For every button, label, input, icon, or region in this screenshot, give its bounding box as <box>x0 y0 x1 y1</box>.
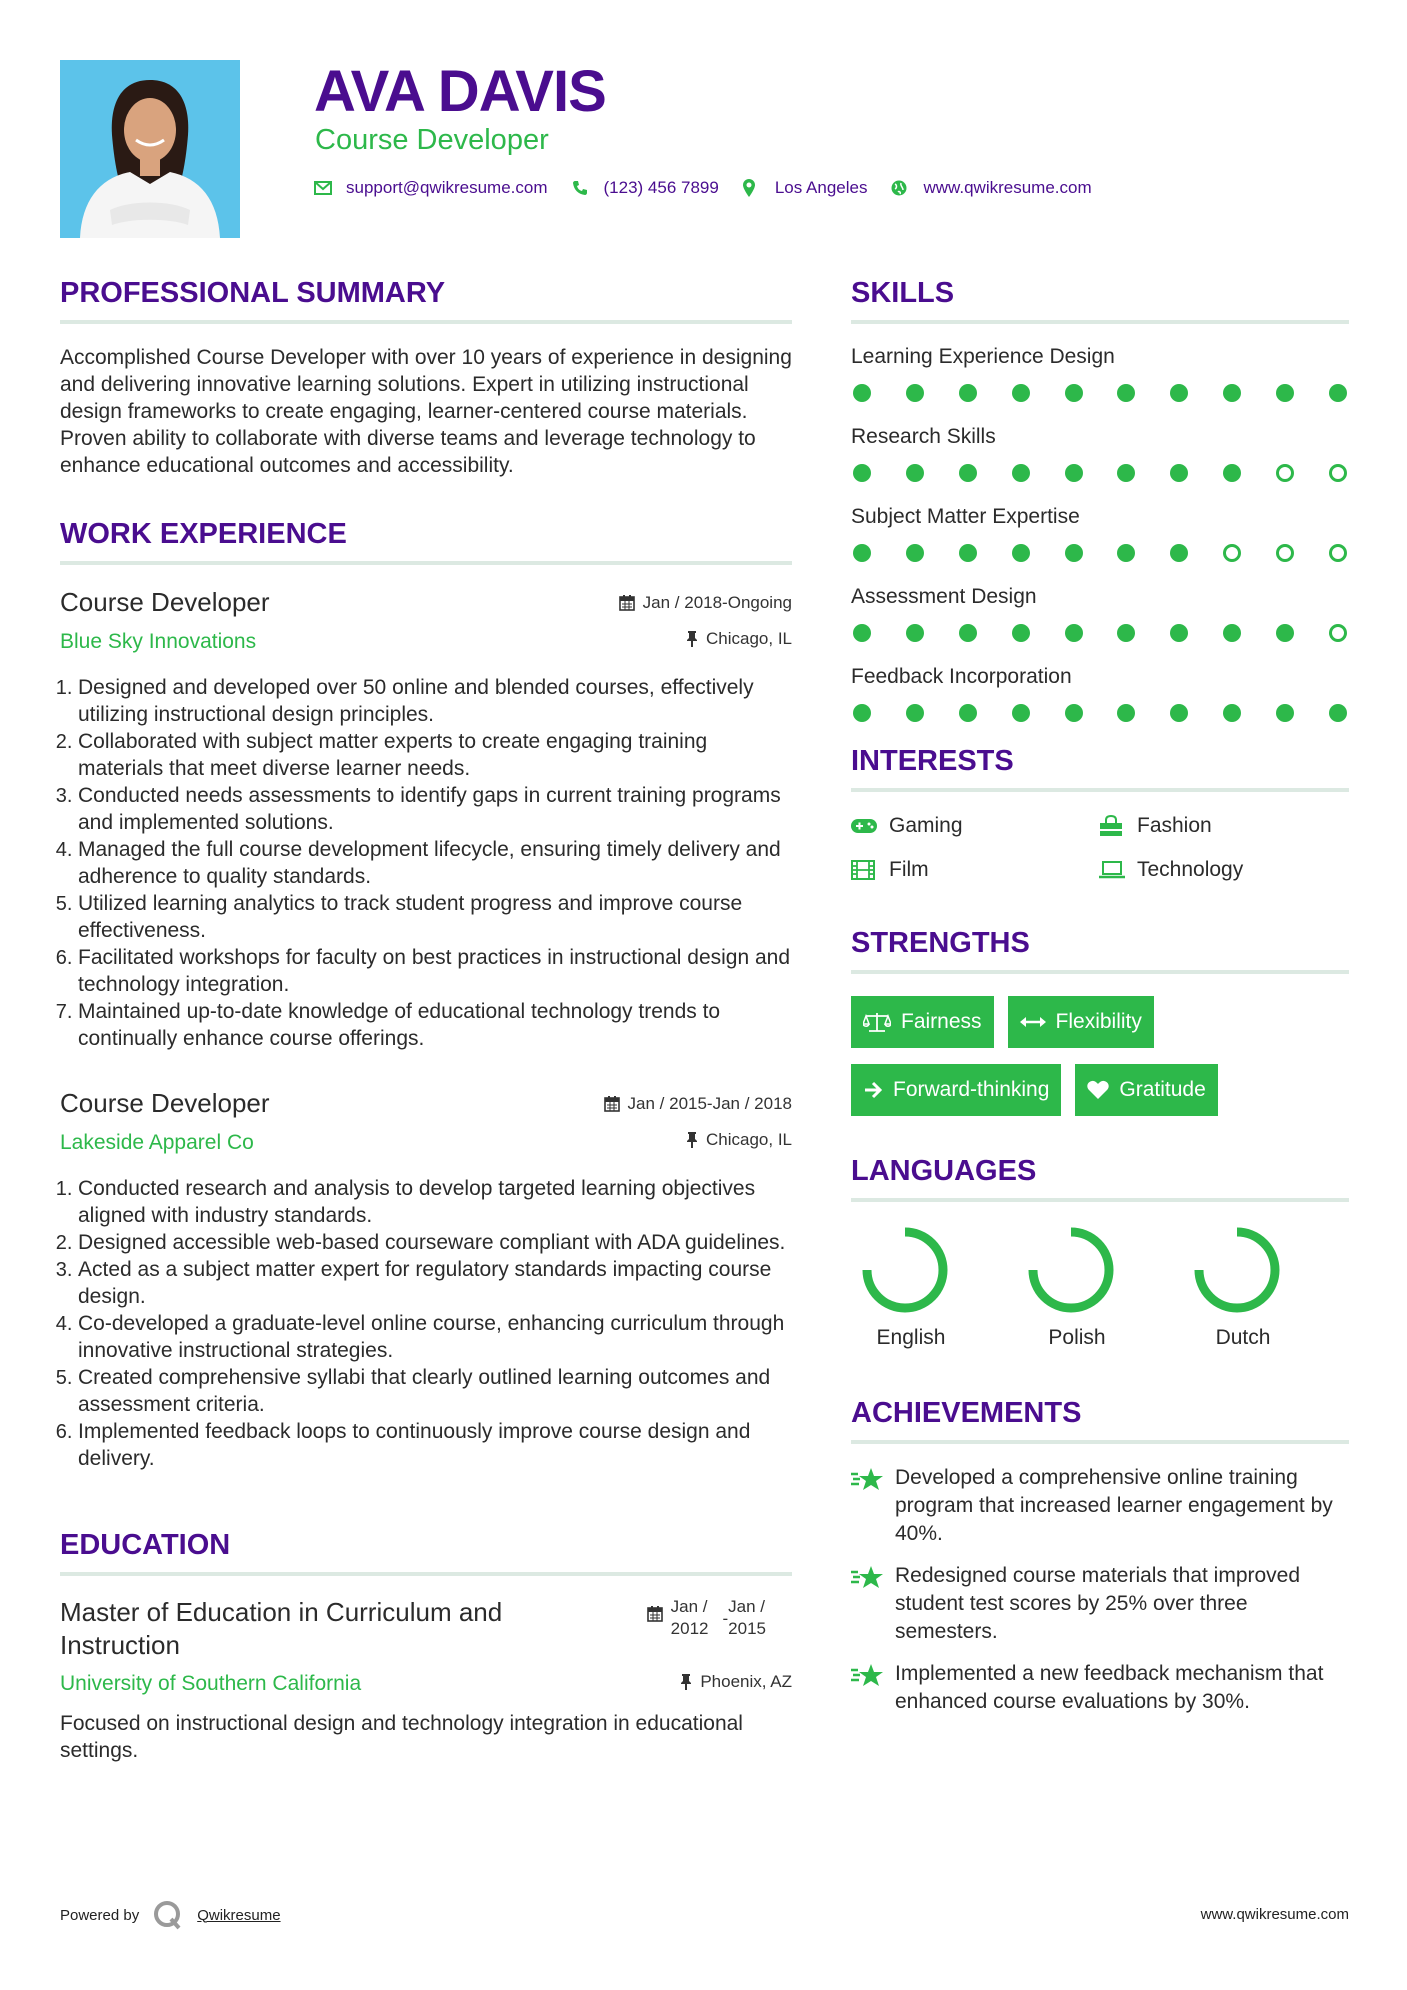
job-title: Course Developer <box>60 1088 270 1118</box>
education-start-month: Jan / <box>670 1597 708 1616</box>
job-date-text: Jan / 2015-Jan / 2018 <box>627 1094 792 1113</box>
education-description: Focused on instructional design and technology integration in educational settings. <box>60 1712 743 1762</box>
contact-phone[interactable]: (123) 456 7899 <box>603 178 719 197</box>
rating-dot-filled <box>1065 624 1083 642</box>
section-divider <box>60 1572 792 1576</box>
job-bullet: 2. Designed accessible web-based courseware compliant with ADA guidelines. <box>78 1229 792 1256</box>
arrow-right-icon <box>863 1080 883 1100</box>
language-item <box>851 1224 1017 1350</box>
calendar-icon <box>647 1606 663 1622</box>
achievement-item <box>851 1562 1349 1646</box>
strength-badge <box>1075 1064 1217 1116</box>
envelope-icon <box>314 179 332 197</box>
rating-dot-filled <box>853 544 871 562</box>
rating-dot-filled <box>906 704 924 722</box>
job-bullets <box>60 1175 792 1472</box>
right-column <box>851 276 1349 1730</box>
skill-rating <box>851 624 1349 642</box>
rating-dot-filled <box>1117 544 1135 562</box>
rating-dot-empty <box>1329 624 1347 642</box>
skill-rating <box>851 384 1349 402</box>
interests-list <box>851 814 1349 882</box>
language-proficiency-arc <box>867 1232 943 1308</box>
strength-label: Gratitude <box>1119 1078 1206 1101</box>
school-name: University of Southern California <box>60 1672 362 1695</box>
job-location <box>686 1130 792 1150</box>
education-end-year: 2015 <box>728 1619 766 1638</box>
calendar-icon <box>619 595 635 611</box>
education-heading: EDUCATION <box>60 1529 231 1561</box>
strengths-heading: STRENGTHS <box>851 927 1030 959</box>
contact-location: Los Angeles <box>774 178 868 197</box>
strengths-section <box>851 926 1349 1116</box>
achievement-item <box>851 1660 1349 1716</box>
job-bullet: 4. Managed the full course development lifecycle, ensuring timely delivery and adherence to quality standards. <box>78 836 792 890</box>
rating-dot-filled <box>1117 624 1135 642</box>
globe-icon <box>891 179 909 197</box>
education-date <box>647 1596 766 1640</box>
interest-label: Technology <box>1137 858 1244 881</box>
job-date <box>619 593 792 613</box>
job-entry <box>60 1088 792 1472</box>
job-bullet: 7. Maintained up-to-date knowledge of educational technology trends to continually enhance course offerings. <box>78 998 792 1052</box>
interests-section <box>851 744 1349 882</box>
interest-item <box>1099 858 1347 882</box>
skill-name: Subject Matter Expertise <box>851 505 1080 528</box>
job-bullet: 5. Utilized learning analytics to track student progress and improve course effectiveness. <box>78 890 792 944</box>
summary-text: Accomplished Course Developer with over 10 years of experience in designing and delivering innovative learning solutions. Expert in utilizing instructional design frameworks to create engaging, learner-centered course materials. Proven ability to collaborate with diverse teams and leverage technology to enhance educational outcomes and accessibility. <box>60 346 792 477</box>
language-label: English <box>876 1326 946 1349</box>
footer-powered-by <box>60 1900 281 1930</box>
experience-heading: WORK EXPERIENCE <box>60 518 347 550</box>
skill-rating <box>851 704 1349 722</box>
interest-label: Film <box>889 858 929 881</box>
rating-dot-empty <box>1329 544 1347 562</box>
interest-label: Gaming <box>889 814 963 837</box>
job-bullet: 3. Conducted needs assessments to identify gaps in current training programs and implemented solutions. <box>78 782 792 836</box>
language-proficiency-ring <box>859 1224 951 1316</box>
left-column <box>60 276 792 1764</box>
powered-by-label: Powered by <box>60 1906 140 1924</box>
interest-item <box>1099 814 1347 838</box>
education-section <box>60 1528 792 1764</box>
rating-dot-filled <box>959 544 977 562</box>
laptop-icon <box>1099 859 1125 881</box>
language-item <box>1183 1224 1349 1350</box>
rating-dot-empty <box>1276 464 1294 482</box>
phone-icon <box>572 179 590 197</box>
strength-label: Fairness <box>901 1010 982 1033</box>
rating-dot-empty <box>1223 544 1241 562</box>
rating-dot-filled <box>906 544 924 562</box>
rating-dot-filled <box>1170 704 1188 722</box>
education-end-month: Jan / <box>728 1597 766 1616</box>
rating-dot-filled <box>906 464 924 482</box>
achievement-text: Developed a comprehensive online training program that increased learner engagement by 40%. <box>895 1466 1333 1545</box>
achievement-text: Redesigned course materials that improved student test scores by 25% over three semesters. <box>895 1564 1301 1643</box>
rating-dot-filled <box>1223 384 1241 402</box>
job-company: Blue Sky Innovations <box>60 630 257 653</box>
rating-dot-filled <box>1117 464 1135 482</box>
rating-dot-filled <box>1170 464 1188 482</box>
pin-icon <box>686 631 698 647</box>
rating-dot-filled <box>1117 704 1135 722</box>
balance-scale-icon <box>863 1011 891 1033</box>
degree-title: Master of Education in Curriculum and Instruction <box>60 1597 503 1660</box>
language-item <box>1017 1224 1183 1350</box>
star-award-icon <box>851 1466 885 1494</box>
rating-dot-filled <box>853 384 871 402</box>
rating-dot-filled <box>959 464 977 482</box>
job-location <box>686 629 792 649</box>
strength-label: Flexibility <box>1055 1010 1142 1033</box>
skill-name: Research Skills <box>851 425 996 448</box>
languages-section <box>851 1154 1349 1350</box>
achievement-text: Implemented a new feedback mechanism that enhanced course evaluations by 30%. <box>895 1662 1324 1713</box>
skill-rating <box>851 464 1349 482</box>
interests-heading: INTERESTS <box>851 745 1014 777</box>
skills-heading: SKILLS <box>851 277 955 309</box>
profile-photo <box>60 60 240 238</box>
skill-name: Feedback Incorporation <box>851 665 1072 688</box>
rating-dot-filled <box>1170 384 1188 402</box>
education-location <box>680 1672 792 1692</box>
gamepad-icon <box>851 815 877 837</box>
achievements-heading: ACHIEVEMENTS <box>851 1397 1082 1429</box>
rating-dot-filled <box>1012 544 1030 562</box>
language-proficiency-arc <box>1199 1232 1275 1308</box>
rating-dot-filled <box>906 384 924 402</box>
education-start-year: 2012 <box>670 1619 709 1638</box>
candidate-title: Course Developer <box>315 124 549 156</box>
rating-dot-empty <box>1276 544 1294 562</box>
rating-dot-filled <box>906 624 924 642</box>
job-date <box>604 1094 792 1114</box>
strength-badge <box>851 996 994 1048</box>
language-proficiency-arc <box>1033 1232 1109 1308</box>
heart-icon <box>1087 1080 1109 1100</box>
rating-dot-filled <box>1223 624 1241 642</box>
rating-dot-filled <box>853 464 871 482</box>
rating-dot-filled <box>1329 384 1347 402</box>
rating-dot-filled <box>1012 464 1030 482</box>
achievements-list <box>851 1464 1349 1716</box>
pin-icon <box>686 1132 698 1148</box>
section-divider <box>851 1440 1349 1444</box>
rating-dot-filled <box>1276 624 1294 642</box>
rating-dot-filled <box>1065 464 1083 482</box>
job-bullet: 1. Conducted research and analysis to develop targeted learning objectives aligned with industry standards. <box>78 1175 792 1229</box>
skills-list <box>851 344 1349 722</box>
rating-dot-filled <box>1065 704 1083 722</box>
language-label: Dutch <box>1215 1326 1271 1349</box>
strength-badge <box>1008 996 1154 1048</box>
interest-label: Fashion <box>1137 814 1212 837</box>
star-award-icon <box>851 1564 885 1592</box>
film-icon <box>851 859 877 881</box>
job-bullet: 3. Acted as a subject matter expert for regulatory standards impacting course design. <box>78 1256 792 1310</box>
summary-heading: PROFESSIONAL SUMMARY <box>60 277 446 309</box>
education-entry <box>60 1596 792 1764</box>
pin-icon <box>680 1674 692 1690</box>
job-location-text: Chicago, IL <box>706 629 792 648</box>
rating-dot-filled <box>959 704 977 722</box>
strength-label: Forward-thinking <box>893 1078 1050 1101</box>
language-label: Polish <box>1048 1326 1106 1349</box>
qwikresume-logo-icon <box>153 1900 183 1930</box>
job-company: Lakeside Apparel Co <box>60 1131 254 1154</box>
skill-name: Learning Experience Design <box>851 345 1115 368</box>
strength-badge <box>851 1064 1061 1116</box>
footer-website[interactable]: www.qwikresume.com <box>1200 1906 1349 1923</box>
contact-website[interactable]: www.qwikresume.com <box>923 178 1092 197</box>
job-bullet: 6. Implemented feedback loops to continuously improve course design and delivery. <box>78 1418 792 1472</box>
star-award-icon <box>851 1662 885 1690</box>
rating-dot-filled <box>1012 624 1030 642</box>
rating-dot-filled <box>959 624 977 642</box>
job-bullet: 4. Co-developed a graduate-level online course, enhancing curriculum through innovative instructional strategies. <box>78 1310 792 1364</box>
languages-heading: LANGUAGES <box>851 1155 1037 1187</box>
job-bullet: 6. Facilitated workshops for faculty on best practices in instructional design and technology integration. <box>78 944 792 998</box>
achievements-section <box>851 1396 1349 1716</box>
interest-item <box>851 814 1099 838</box>
education-date-separator: - <box>722 1609 729 1628</box>
job-title: Course Developer <box>60 587 270 617</box>
candidate-name: AVA DAVIS <box>314 59 606 124</box>
job-bullet: 1. Designed and developed over 50 online and blended courses, effectively utilizing instructional design principles. <box>78 674 792 728</box>
rating-dot-filled <box>1170 544 1188 562</box>
language-proficiency-ring <box>1025 1224 1117 1316</box>
rating-dot-filled <box>959 384 977 402</box>
experience-section <box>60 517 792 1472</box>
rating-dot-filled <box>1276 384 1294 402</box>
footer-brand-link[interactable]: Qwikresume <box>197 1906 281 1924</box>
language-proficiency-ring <box>1191 1224 1283 1316</box>
job-bullets <box>60 674 792 1052</box>
skills-section <box>851 276 1349 722</box>
strengths-list <box>851 996 1349 1116</box>
achievement-item <box>851 1464 1349 1548</box>
rating-dot-filled <box>1223 704 1241 722</box>
contact-email[interactable]: support@qwikresume.com <box>346 178 548 197</box>
rating-dot-filled <box>1223 464 1241 482</box>
rating-dot-filled <box>1276 704 1294 722</box>
skill-rating <box>851 544 1349 562</box>
section-divider <box>60 320 792 324</box>
job-location-text: Chicago, IL <box>706 1130 792 1149</box>
interest-item <box>851 858 1099 882</box>
rating-dot-filled <box>1065 384 1083 402</box>
job-entry <box>60 587 792 1052</box>
rating-dot-filled <box>1012 704 1030 722</box>
section-divider <box>851 788 1349 792</box>
calendar-icon <box>604 1096 620 1112</box>
map-marker-icon <box>743 179 761 197</box>
section-divider <box>851 1198 1349 1202</box>
rating-dot-filled <box>1012 384 1030 402</box>
languages-list <box>851 1224 1349 1350</box>
summary-section <box>60 276 792 479</box>
job-bullet: 2. Collaborated with subject matter experts to create engaging training materials that meet diverse learner needs. <box>78 728 792 782</box>
section-divider <box>851 970 1349 974</box>
section-divider <box>60 561 792 565</box>
rating-dot-filled <box>853 704 871 722</box>
contact-bar <box>314 178 1116 198</box>
job-date-text: Jan / 2018-Ongoing <box>642 593 792 612</box>
rating-dot-filled <box>1170 624 1188 642</box>
rating-dot-empty <box>1329 464 1347 482</box>
rating-dot-filled <box>853 624 871 642</box>
rating-dot-filled <box>1117 384 1135 402</box>
rating-dot-filled <box>1065 544 1083 562</box>
rating-dot-filled <box>1329 704 1347 722</box>
shopping-bag-icon <box>1099 815 1125 837</box>
arrows-horizontal-icon <box>1020 1015 1046 1029</box>
skill-name: Assessment Design <box>851 585 1037 608</box>
job-bullet: 5. Created comprehensive syllabi that clearly outlined learning outcomes and assessment criteria. <box>78 1364 792 1418</box>
section-divider <box>851 320 1349 324</box>
education-location-text: Phoenix, AZ <box>700 1672 792 1691</box>
